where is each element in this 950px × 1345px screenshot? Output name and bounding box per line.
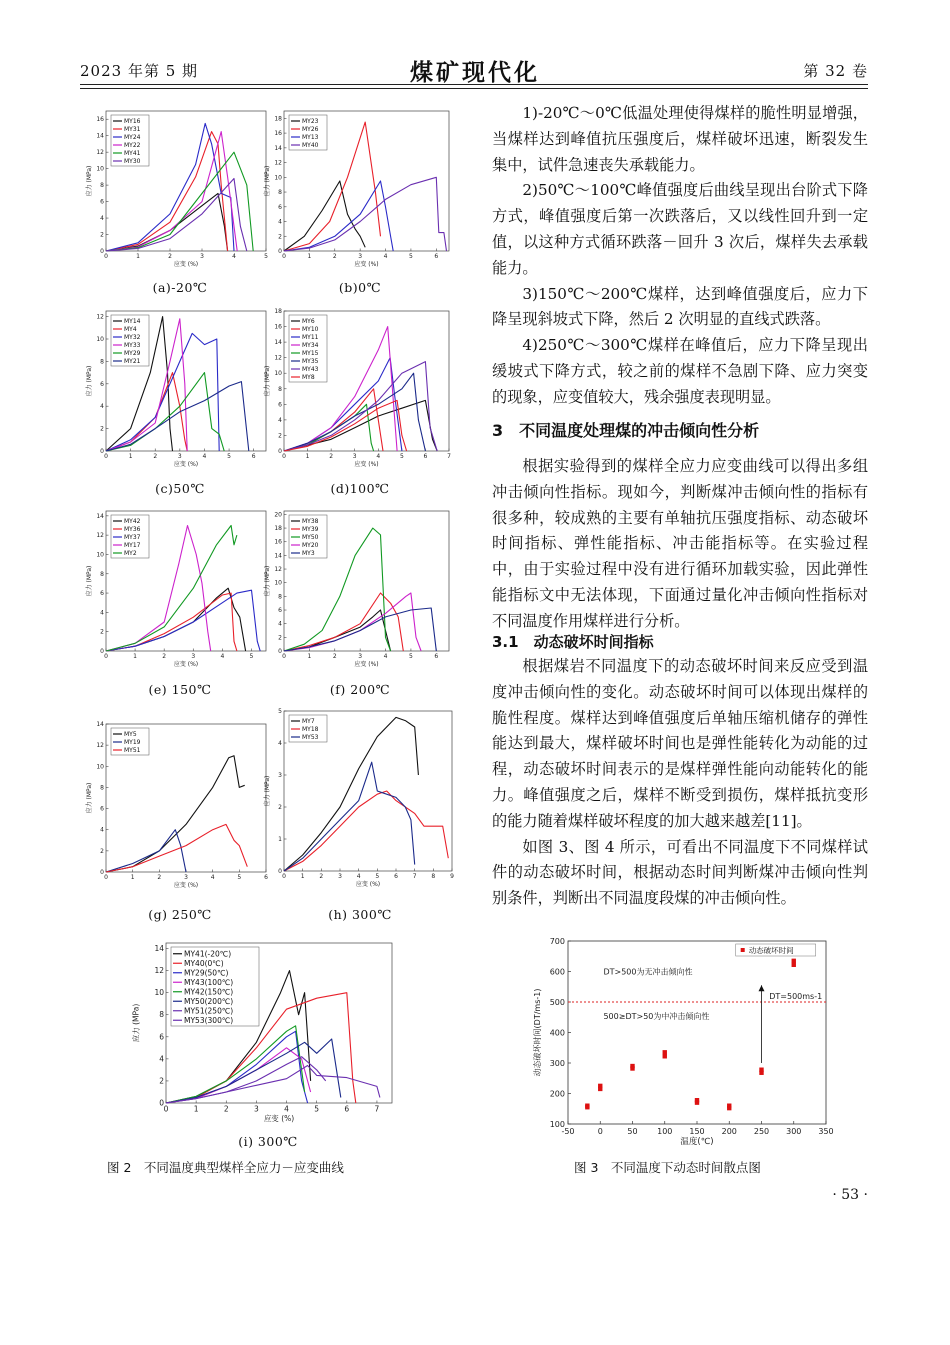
x-tick-label: 4 bbox=[376, 453, 381, 460]
section-3-1-body bbox=[492, 654, 868, 912]
caption-f: (f) 200℃ bbox=[329, 682, 391, 697]
legend-label: MY10 bbox=[302, 326, 319, 333]
x-tick-label: 150 bbox=[689, 1127, 705, 1136]
legend-label: MY41 bbox=[124, 150, 141, 157]
legend-label: MY6 bbox=[302, 318, 315, 325]
caption-c: (c)50℃ bbox=[155, 481, 205, 496]
y-tick-label: 10 bbox=[154, 988, 164, 998]
x-tick-label: 0 bbox=[104, 874, 108, 881]
chart-panel-f bbox=[262, 503, 457, 675]
x-tick-label: 5 bbox=[314, 1104, 320, 1114]
page-number: · 53 · bbox=[832, 1187, 868, 1203]
header-rule-thin bbox=[80, 88, 868, 89]
legend-label: MY38 bbox=[302, 518, 319, 525]
y-tick-label: 14 bbox=[96, 132, 104, 140]
data-point bbox=[695, 1100, 699, 1104]
x-tick-label: 4 bbox=[383, 253, 388, 260]
y-tick-label: 4 bbox=[100, 215, 104, 223]
y-tick-label: 2 bbox=[278, 233, 282, 241]
y-tick-label: 12 bbox=[96, 149, 104, 157]
x-tick-label: 5 bbox=[409, 653, 413, 660]
x-axis-label: 温度(℃) bbox=[680, 1137, 714, 1147]
x-axis-label: 应变 (%) bbox=[173, 261, 199, 268]
y-tick-label: 18 bbox=[274, 525, 282, 533]
y-tick-label: 200 bbox=[549, 1089, 565, 1099]
x-tick-label: 6 bbox=[264, 874, 268, 881]
x-tick-label: 8 bbox=[431, 873, 436, 880]
y-tick-label: 10 bbox=[96, 551, 104, 559]
paragraph: 3)150℃～200℃煤样，达到峰值强度后，应力下降呈现斜坡式下降，然后 2 次明显的直线式跌落。 bbox=[492, 284, 868, 329]
x-tick-label: 3 bbox=[184, 874, 188, 881]
y-tick-label: 14 bbox=[274, 552, 282, 560]
y-tick-label: 8 bbox=[278, 189, 282, 197]
paragraph: 4)250℃～300℃煤样在峰值后，应力下降呈现出缓坡式下降方式，较之前的煤样不急剧下降、应力突变的现象，应变值较大，残余强度表现明显。 bbox=[492, 336, 868, 406]
x-tick-label: 3 bbox=[191, 653, 196, 660]
section-3-heading: 3 不同温度处理煤的冲击倾向性分析 bbox=[492, 421, 760, 440]
legend-label: MY40(0℃) bbox=[184, 958, 224, 968]
y-tick-label: 6 bbox=[100, 590, 104, 598]
y-tick-label: 20 bbox=[274, 511, 282, 519]
region-upper-label: DT>500为无冲击倾向性 bbox=[603, 967, 693, 977]
data-point bbox=[759, 1071, 763, 1075]
legend-label: MY37 bbox=[124, 534, 141, 541]
legend-label: MY39 bbox=[302, 526, 319, 533]
legend-label: MY15 bbox=[302, 350, 319, 357]
y-tick-label: 2 bbox=[100, 231, 104, 239]
paragraph: 根据实验得到的煤样全应力应变曲线可以得出多组冲击倾向性指标。现如今，判断煤冲击倾向性的指标有很多种，较成熟的主要有单轴抗压强度指标、动态破坏时间指标、弹性能指标、冲击能指标等。在实验过程中，由于实验过程中没有进行循环加载实验，因此弹性能指标文中无法体现，下面通过量化冲击倾向性指标对不同温度作用煤样进行分析。 bbox=[492, 457, 868, 630]
x-axis-label: 应变 (%) bbox=[355, 881, 381, 888]
x-tick-label: 2 bbox=[157, 874, 162, 881]
threshold-label: DT=500ms-1 bbox=[769, 991, 823, 1001]
y-axis-label: 应力 (MPa) bbox=[264, 775, 271, 807]
y-tick-label: 1 bbox=[278, 836, 282, 843]
y-tick-label: 14 bbox=[96, 721, 104, 728]
x-tick-label: 6 bbox=[434, 253, 439, 260]
chart-figure-3 bbox=[530, 933, 840, 1153]
y-tick-label: 600 bbox=[549, 967, 565, 977]
x-tick-label: 7 bbox=[374, 1104, 380, 1114]
x-tick-label: 3 bbox=[200, 253, 204, 260]
y-tick-label: 14 bbox=[274, 339, 282, 347]
y-tick-label: 100 bbox=[549, 1120, 565, 1129]
x-tick-label: 7 bbox=[412, 873, 417, 880]
legend-label: MY41(-20℃) bbox=[184, 949, 232, 959]
y-tick-label: 12 bbox=[274, 354, 282, 362]
x-tick-label: 5 bbox=[399, 453, 404, 460]
paragraph: 1)-20℃～0℃低温处理使得煤样的脆性明显增强，当煤样达到峰值抗压强度后，煤样破坏迅速，断裂发生集中，试件急速丧失承载能力。 bbox=[492, 104, 868, 174]
x-tick-label: 1 bbox=[136, 253, 140, 260]
x-tick-label: 4 bbox=[232, 253, 236, 260]
y-axis-label: 应力 (MPa) bbox=[86, 365, 93, 397]
chart-panel-b bbox=[262, 103, 457, 275]
legend-label: MY14 bbox=[124, 318, 141, 325]
y-tick-label: 8 bbox=[100, 182, 104, 190]
x-tick-label: 5 bbox=[409, 253, 413, 260]
y-tick-label: 12 bbox=[274, 159, 282, 167]
data-point bbox=[585, 1105, 589, 1109]
x-axis-label: 应变 (%) bbox=[173, 882, 199, 889]
y-tick-label: 6 bbox=[159, 1032, 164, 1042]
x-tick-label: 0 bbox=[104, 453, 108, 460]
x-tick-label: 0 bbox=[282, 873, 286, 880]
x-tick-label: 3 bbox=[177, 453, 182, 460]
legend-label: MY29(50℃) bbox=[184, 968, 229, 978]
legend-label: MY17 bbox=[124, 542, 141, 549]
chart-panel-g bbox=[84, 714, 274, 894]
y-tick-label: 4 bbox=[100, 403, 104, 411]
x-tick-label: 5 bbox=[264, 253, 268, 260]
x-tick-label: 1 bbox=[130, 874, 135, 881]
legend-label: MY24 bbox=[124, 134, 141, 141]
x-tick-label: 5 bbox=[237, 874, 242, 881]
y-axis-label: 应力 (MPa) bbox=[86, 165, 93, 197]
y-tick-label: 0 bbox=[100, 648, 104, 655]
y-axis-label: 应力 (MPa) bbox=[86, 782, 93, 814]
x-tick-label: 100 bbox=[657, 1127, 673, 1136]
legend-marker bbox=[741, 948, 745, 952]
x-tick-label: 250 bbox=[753, 1127, 770, 1136]
legend-label: MY51(250℃) bbox=[184, 1006, 234, 1016]
x-tick-label: 2 bbox=[168, 253, 172, 260]
journal-title: 煤矿现代化 bbox=[410, 59, 540, 86]
legend-label: MY3 bbox=[302, 550, 315, 557]
y-tick-label: 4 bbox=[100, 609, 104, 617]
data-point bbox=[630, 1066, 634, 1070]
legend-label: MY42 bbox=[124, 518, 141, 525]
x-tick-label: 4 bbox=[356, 873, 361, 880]
x-tick-label: 6 bbox=[251, 453, 256, 460]
y-tick-label: 700 bbox=[549, 937, 565, 946]
chart-panel-h bbox=[262, 703, 462, 893]
y-tick-label: 2 bbox=[159, 1076, 164, 1086]
y-tick-label: 6 bbox=[100, 380, 104, 388]
y-tick-label: 16 bbox=[274, 323, 282, 331]
y-tick-label: 8 bbox=[100, 358, 104, 366]
legend-label: MY5 bbox=[124, 731, 137, 738]
header-rule bbox=[80, 84, 868, 85]
y-axis-label: 应力 (MPa) bbox=[264, 565, 271, 597]
x-tick-label: 4 bbox=[210, 874, 215, 881]
chart-panel-d bbox=[262, 303, 457, 475]
legend-label: MY19 bbox=[124, 739, 141, 746]
x-tick-label: 5 bbox=[375, 873, 380, 880]
x-tick-label: 0 bbox=[282, 453, 286, 460]
x-tick-label: 2 bbox=[332, 653, 337, 660]
section-3-1-heading: 3.1 动态破坏时间指标 bbox=[492, 633, 654, 651]
y-tick-label: 12 bbox=[274, 566, 282, 574]
legend-label: MY33 bbox=[124, 342, 141, 349]
x-tick-label: 2 bbox=[329, 453, 334, 460]
legend-label: MY50(200℃) bbox=[184, 996, 234, 1006]
chart-panel-a bbox=[84, 103, 274, 275]
y-tick-label: 10 bbox=[274, 174, 282, 182]
legend-label: MY32 bbox=[124, 334, 141, 341]
x-axis-label: 应变 (%) bbox=[173, 661, 199, 668]
x-tick-label: 0 bbox=[282, 253, 286, 260]
y-tick-label: 18 bbox=[274, 308, 282, 315]
y-tick-label: 6 bbox=[100, 198, 104, 206]
y-tick-label: 2 bbox=[100, 847, 104, 855]
section-3-body bbox=[492, 454, 868, 635]
x-tick-label: 4 bbox=[220, 653, 225, 660]
y-tick-label: 10 bbox=[274, 579, 282, 587]
y-tick-label: 10 bbox=[96, 165, 104, 173]
x-axis-label: 应变 (%) bbox=[173, 461, 199, 468]
x-axis-label: 应变 (%) bbox=[354, 661, 379, 668]
x-tick-label: 2 bbox=[223, 1104, 229, 1114]
y-axis-label: 应力 (MPa) bbox=[264, 365, 271, 397]
x-axis-label: 应变 (%) bbox=[354, 461, 379, 468]
figure-3-caption: 图 3 不同温度下动态时间散点图 bbox=[574, 1160, 761, 1175]
y-tick-label: 2 bbox=[278, 634, 282, 642]
paragraph: 2)50℃～100℃峰值强度后曲线呈现出台阶式下降方式，峰值强度后第一次跌落后，又以线性回升到一定值，以这种方式循环跌落－回升 3 次后，煤样失去承载能力。 bbox=[492, 181, 868, 277]
journal-issue: 2023 年第 5 期 bbox=[80, 62, 199, 80]
x-tick-label: 6 bbox=[394, 873, 398, 880]
x-tick-label: 0 bbox=[597, 1127, 603, 1136]
legend-label: MY7 bbox=[302, 718, 315, 725]
y-tick-label: 300 bbox=[549, 1059, 565, 1068]
data-point bbox=[792, 963, 796, 967]
legend-label: MY40 bbox=[302, 142, 319, 149]
chart-panel-i bbox=[130, 935, 410, 1130]
x-tick-label: 6 bbox=[434, 653, 439, 660]
y-tick-label: 0 bbox=[100, 248, 104, 255]
legend-label: MY11 bbox=[302, 334, 319, 341]
y-tick-label: 12 bbox=[154, 966, 164, 976]
right-column-top bbox=[492, 101, 868, 411]
y-tick-label: 8 bbox=[278, 385, 282, 393]
caption-a: (a)-20℃ bbox=[152, 280, 208, 295]
x-tick-label: 3 bbox=[338, 873, 342, 880]
x-tick-label: 2 bbox=[332, 253, 337, 260]
caption-b: (b)0℃ bbox=[338, 280, 382, 295]
legend-label: MY35 bbox=[302, 358, 319, 365]
x-axis-label: 应变 (%) bbox=[263, 1114, 295, 1123]
y-tick-label: 0 bbox=[278, 648, 282, 655]
y-tick-label: 2 bbox=[278, 804, 282, 811]
legend-label: MY26 bbox=[302, 126, 319, 133]
caption-g: (g) 250℃ bbox=[148, 907, 212, 922]
y-tick-label: 400 bbox=[549, 1028, 565, 1038]
legend-label: MY36 bbox=[124, 526, 141, 533]
y-tick-label: 4 bbox=[278, 740, 282, 747]
x-tick-label: 300 bbox=[786, 1127, 802, 1136]
x-tick-label: 2 bbox=[153, 453, 158, 460]
y-tick-label: 6 bbox=[278, 401, 282, 409]
legend-label: MY21 bbox=[124, 358, 141, 365]
y-tick-label: 2 bbox=[100, 425, 104, 433]
y-tick-label: 18 bbox=[274, 115, 282, 123]
x-tick-label: 9 bbox=[450, 873, 454, 880]
legend-label: MY34 bbox=[302, 342, 319, 349]
caption-h: (h) 300℃ bbox=[328, 907, 392, 922]
y-tick-label: 8 bbox=[100, 784, 104, 792]
x-tick-label: 5 bbox=[249, 653, 254, 660]
y-tick-label: 4 bbox=[278, 218, 282, 226]
y-axis-label: 应力 (MPa) bbox=[86, 565, 93, 597]
y-tick-label: 2 bbox=[100, 628, 104, 636]
chart-panel-c bbox=[84, 303, 274, 475]
x-tick-label: 0 bbox=[104, 253, 108, 260]
legend-label: MY2 bbox=[124, 550, 137, 557]
y-tick-label: 10 bbox=[96, 763, 104, 771]
y-tick-label: 6 bbox=[278, 607, 282, 615]
data-point bbox=[663, 1054, 667, 1058]
y-tick-label: 12 bbox=[96, 742, 104, 750]
y-tick-label: 10 bbox=[96, 336, 104, 343]
y-tick-label: 0 bbox=[278, 248, 282, 255]
x-tick-label: 2 bbox=[319, 873, 324, 880]
legend-label: MY4 bbox=[124, 326, 137, 333]
y-tick-label: 10 bbox=[274, 370, 282, 378]
x-tick-label: 6 bbox=[344, 1104, 350, 1114]
x-axis-label: 应变 (%) bbox=[354, 261, 379, 268]
y-axis-label: 应力 (MPa) bbox=[264, 165, 271, 197]
y-tick-label: 4 bbox=[278, 620, 282, 628]
legend-label: MY53 bbox=[302, 734, 319, 741]
y-tick-label: 0 bbox=[100, 869, 104, 876]
y-tick-label: 5 bbox=[278, 708, 282, 715]
x-tick-label: 4 bbox=[202, 453, 207, 460]
x-tick-label: 1 bbox=[307, 653, 312, 660]
x-tick-label: 4 bbox=[284, 1104, 289, 1114]
caption-d: (d)100℃ bbox=[330, 481, 390, 496]
y-tick-label: 16 bbox=[274, 538, 282, 546]
y-tick-label: 4 bbox=[100, 826, 104, 834]
y-tick-label: 2 bbox=[278, 432, 282, 440]
legend-label: MY43(100℃) bbox=[184, 977, 234, 987]
y-tick-label: 4 bbox=[159, 1054, 164, 1064]
x-tick-label: 5 bbox=[227, 453, 231, 460]
y-tick-label: 8 bbox=[159, 1010, 164, 1020]
y-tick-label: 12 bbox=[96, 532, 104, 540]
x-tick-label: 1 bbox=[193, 1104, 199, 1114]
y-tick-label: 14 bbox=[154, 944, 164, 954]
x-tick-label: 1 bbox=[128, 453, 133, 460]
caption-i: (i) 300℃ bbox=[238, 1134, 298, 1149]
y-tick-label: 4 bbox=[278, 416, 282, 424]
x-tick-label: 3 bbox=[358, 653, 363, 660]
paragraph: 根据煤岩不同温度下的动态破坏时间来反应受到温度冲击倾向性的变化。动态破坏时间可以体现出煤样的脆性程度。煤样达到峰值强度后单轴压缩机储存的弹性能达到最大，煤样破坏时间也是弹性能转化为动能的过程，动态破坏时间表示的是煤样弹性能向动能转化的能力。峰值强度之后，煤样不断受到损伤，煤样抵抗变形的能力随着煤样破坏程度的加大越来越差[11]。 bbox=[492, 657, 868, 830]
data-point bbox=[663, 1050, 667, 1054]
y-tick-label: 14 bbox=[96, 512, 104, 520]
x-tick-label: 1 bbox=[133, 653, 138, 660]
x-tick-label: 4 bbox=[383, 653, 388, 660]
x-tick-label: 50 bbox=[627, 1127, 638, 1136]
y-tick-label: 0 bbox=[278, 448, 282, 455]
region-lower-label: 500≥DT>50为中冲击倾向性 bbox=[603, 1011, 710, 1021]
data-point bbox=[727, 1106, 731, 1110]
journal-volume: 第 32 卷 bbox=[803, 62, 868, 80]
legend-label: MY30 bbox=[124, 158, 141, 165]
x-tick-label: -50 bbox=[561, 1127, 575, 1136]
caption-e: (e) 150℃ bbox=[148, 682, 212, 697]
legend-label: MY43 bbox=[302, 366, 319, 373]
y-tick-label: 3 bbox=[278, 772, 282, 779]
x-tick-label: 0 bbox=[104, 653, 108, 660]
y-tick-label: 16 bbox=[274, 130, 282, 138]
x-tick-label: 2 bbox=[162, 653, 167, 660]
chart-panel-e bbox=[84, 503, 274, 675]
x-tick-label: 3 bbox=[352, 453, 357, 460]
x-tick-label: 6 bbox=[423, 453, 428, 460]
y-tick-label: 6 bbox=[100, 805, 104, 813]
legend-label: MY50 bbox=[302, 534, 319, 541]
y-tick-label: 14 bbox=[274, 144, 282, 152]
y-axis-label: 动态破坏时间(DT/ms-1) bbox=[533, 988, 542, 1077]
legend-label: MY31 bbox=[124, 126, 141, 133]
legend-label: MY42(150℃) bbox=[184, 987, 234, 997]
legend-label: MY51 bbox=[124, 747, 141, 754]
x-tick-label: 0 bbox=[282, 653, 286, 660]
x-tick-label: 0 bbox=[163, 1104, 169, 1114]
x-tick-label: 350 bbox=[818, 1127, 834, 1136]
legend-label: MY16 bbox=[124, 118, 141, 125]
legend-label: 动态破坏时间 bbox=[748, 946, 794, 955]
y-tick-label: 6 bbox=[278, 203, 282, 211]
x-tick-label: 1 bbox=[307, 253, 312, 260]
legend-label: MY8 bbox=[302, 374, 315, 381]
paragraph: 如图 3、图 4 所示，可看出不同温度下不同煤样试件的动态破坏时间，根据动态时间判断煤冲击倾向性判别条件，判断出不同温度段煤的冲击倾向性。 bbox=[492, 837, 868, 908]
legend-label: MY18 bbox=[302, 726, 319, 733]
y-tick-label: 0 bbox=[278, 868, 282, 875]
y-tick-label: 0 bbox=[159, 1098, 164, 1108]
y-tick-label: 0 bbox=[100, 448, 104, 455]
y-tick-label: 16 bbox=[96, 116, 104, 124]
legend-label: MY20 bbox=[302, 542, 319, 549]
x-tick-label: 200 bbox=[721, 1127, 737, 1136]
data-point bbox=[598, 1087, 602, 1091]
legend-label: MY13 bbox=[302, 134, 319, 141]
data-point bbox=[792, 959, 796, 963]
x-tick-label: 1 bbox=[305, 453, 310, 460]
y-axis-label: 应力 (MPa) bbox=[131, 1003, 141, 1043]
x-tick-label: 3 bbox=[254, 1104, 259, 1114]
x-tick-label: 1 bbox=[300, 873, 305, 880]
legend-label: MY53(300℃) bbox=[184, 1015, 234, 1025]
legend-label: MY22 bbox=[124, 142, 141, 149]
x-tick-label: 7 bbox=[447, 453, 451, 460]
legend-label: MY29 bbox=[124, 350, 141, 357]
legend-label: MY23 bbox=[302, 118, 319, 125]
figure-2-caption: 图 2 不同温度典型煤样全应力－应变曲线 bbox=[107, 1160, 344, 1175]
y-tick-label: 8 bbox=[100, 570, 104, 578]
y-tick-label: 8 bbox=[278, 593, 282, 601]
x-tick-label: 3 bbox=[358, 253, 363, 260]
y-tick-label: 12 bbox=[96, 313, 104, 321]
y-tick-label: 500 bbox=[549, 998, 565, 1007]
